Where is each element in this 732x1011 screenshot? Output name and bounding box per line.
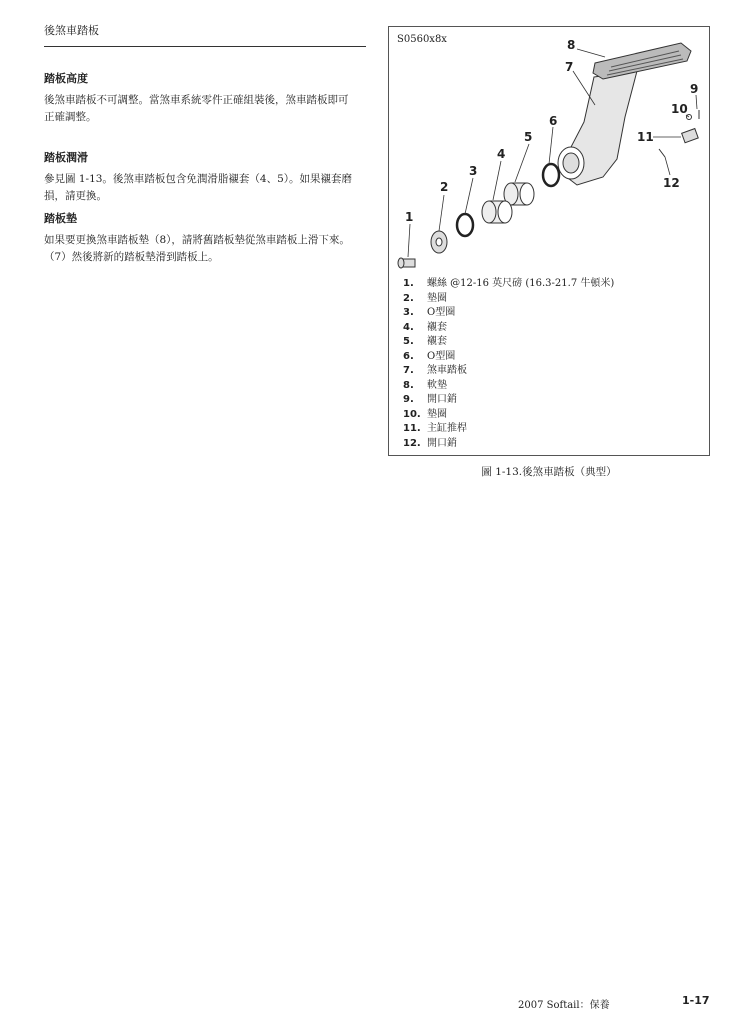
- section-body-pedal-pad: [44, 232, 370, 266]
- section-title-pedal-pad: 踏板墊: [44, 212, 77, 225]
- legend-text: 襯套: [427, 336, 447, 347]
- bushing-5-part: [504, 183, 534, 205]
- callout-11: 11: [637, 130, 654, 144]
- legend-num: 12.: [403, 437, 421, 449]
- legend-num: 4.: [403, 321, 414, 333]
- text-line: 如果要更換煞車踏板墊（8），請將舊踏板墊從煞車踏板上滑下來。: [44, 234, 350, 246]
- legend-row: [403, 321, 614, 336]
- legend-text: 軟墊: [427, 379, 447, 391]
- callout-9: 9: [690, 82, 699, 96]
- callout-1: 1: [405, 210, 414, 224]
- legend-num: 9.: [403, 394, 414, 405]
- text-line: 正確調整。: [44, 111, 97, 123]
- figure-legend: [403, 277, 614, 451]
- text-line: 參見圖 1-13。後煞車踏板包含免潤滑脂襯套（4、5）。如果襯套磨: [44, 173, 353, 185]
- exploded-view-illustration: [389, 27, 711, 277]
- callout-4: 4: [497, 147, 506, 161]
- pushrod-parts: [659, 110, 699, 157]
- text-line: 損，請更換。: [44, 190, 107, 202]
- callout-8: 8: [567, 38, 576, 52]
- legend-row: [403, 292, 614, 307]
- pedal-pad-part: [593, 43, 691, 79]
- legend-row: [403, 393, 614, 408]
- legend-text: 襯套: [427, 321, 447, 333]
- text-line: （7）然後將新的踏板墊滑到踏板上。: [44, 251, 219, 263]
- legend-num: 11.: [403, 423, 421, 434]
- legend-num: 1.: [403, 278, 414, 289]
- legend-num: 10.: [403, 408, 421, 420]
- legend-row: [403, 364, 614, 379]
- legend-row: [403, 277, 614, 292]
- bushing-4-part: [482, 201, 512, 223]
- section-title-pedal-lubrication: 踏板潤滑: [44, 151, 88, 164]
- legend-text: O型圈: [427, 350, 456, 362]
- callout-3: 3: [469, 164, 478, 178]
- legend-row: [403, 379, 614, 394]
- callout-10: 10: [671, 102, 688, 116]
- legend-row: [403, 408, 614, 423]
- brake-pedal-part: [558, 71, 637, 185]
- legend-row: [403, 335, 614, 350]
- callout-7: 7: [565, 60, 574, 74]
- text-line: 後煞車踏板不可調整。當煞車系統零件正確組裝後，煞車踏板即可: [44, 94, 349, 106]
- figure-caption: 圖 1-13.後煞車踏板（典型）: [481, 466, 617, 478]
- header-rule: [44, 46, 366, 47]
- legend-text: 螺絲 @12-16 英尺磅 (16.3-21.7 牛頓米): [427, 278, 615, 289]
- callout-5: 5: [524, 130, 533, 144]
- legend-row: [403, 306, 614, 321]
- legend-num: 8.: [403, 379, 414, 391]
- legend-num: 2.: [403, 292, 414, 304]
- legend-text: 開口銷: [427, 437, 457, 449]
- legend-num: 3.: [403, 307, 414, 318]
- legend-text: 主缸推桿: [427, 423, 467, 434]
- header-title: 後煞車踏板: [44, 24, 99, 37]
- washer-2-part: [431, 231, 447, 253]
- o-ring-6-part: [543, 164, 559, 186]
- section-body-pedal-height: [44, 92, 370, 126]
- leader-lines: [408, 49, 697, 257]
- section-body-pedal-lubrication: [44, 171, 370, 205]
- legend-num: 5.: [403, 336, 414, 347]
- page-number: 1-17: [682, 994, 710, 1007]
- legend-text: 墊圈: [427, 292, 447, 304]
- callout-6: 6: [549, 114, 558, 128]
- footer-text: 2007 Softail：保養: [518, 1000, 610, 1011]
- callout-2: 2: [440, 180, 449, 194]
- legend-row: [403, 437, 614, 452]
- figure-code: S0560x8x: [397, 34, 447, 45]
- figure-box: [388, 26, 710, 456]
- section-title-pedal-height: 踏板高度: [44, 72, 88, 85]
- screw-1-part: [398, 258, 415, 268]
- callout-12: 12: [663, 176, 680, 190]
- legend-row: [403, 350, 614, 365]
- legend-text: 開口銷: [427, 394, 457, 405]
- legend-num: 7.: [403, 365, 414, 376]
- legend-text: O型圈: [427, 307, 456, 318]
- o-ring-3-part: [457, 214, 473, 236]
- legend-row: [403, 422, 614, 437]
- legend-text: 墊圈: [427, 408, 447, 420]
- legend-text: 煞車踏板: [427, 365, 467, 376]
- legend-num: 6.: [403, 350, 414, 362]
